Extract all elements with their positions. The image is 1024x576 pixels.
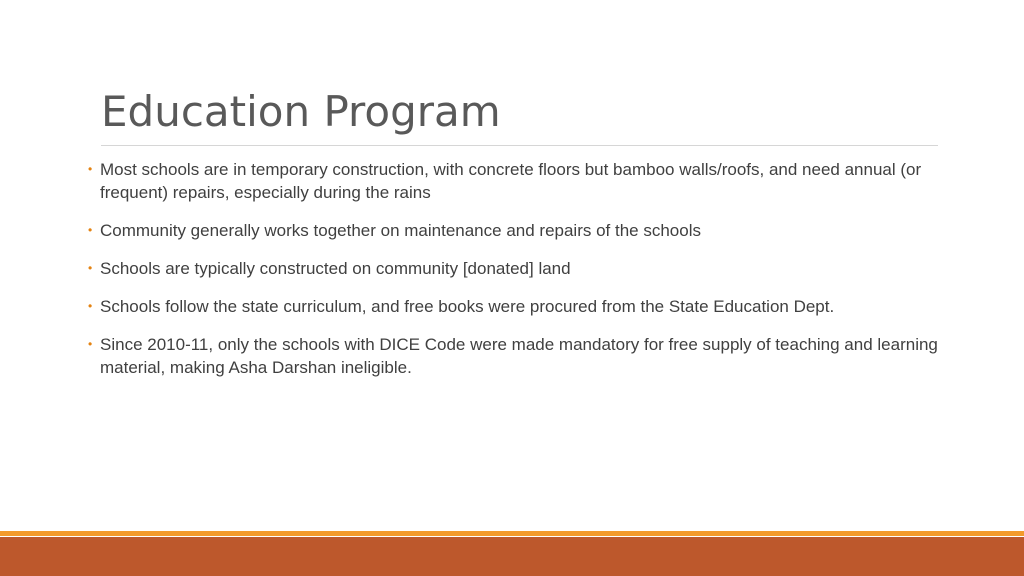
bullet-dot-icon: • xyxy=(88,162,93,176)
bullet-list xyxy=(88,158,938,394)
bullet-dot-icon: • xyxy=(88,337,93,351)
bullet-item xyxy=(88,158,938,204)
bullet-dot-icon: • xyxy=(88,299,93,313)
bullet-text: Since 2010-11, only the schools with DICE Code were made mandatory for free supply of teaching and learning material, making Asha Darshan ineligible. xyxy=(100,335,938,377)
bullet-text: Community generally works together on maintenance and repairs of the schools xyxy=(100,221,701,240)
slide-title: Education Program xyxy=(101,87,501,136)
footer-accent-stripe xyxy=(0,531,1024,536)
bullet-item xyxy=(88,257,938,280)
bullet-text: Schools are typically constructed on community [donated] land xyxy=(100,259,571,278)
bullet-item xyxy=(88,219,938,242)
bullet-item xyxy=(88,295,938,318)
bullet-item xyxy=(88,333,938,379)
bullet-dot-icon: • xyxy=(88,223,93,237)
bullet-dot-icon: • xyxy=(88,261,93,275)
bullet-text: Most schools are in temporary construction, with concrete floors but bamboo walls/roofs, and need annual (or frequent) repairs, especially during the rains xyxy=(100,160,922,202)
bullet-text: Schools follow the state curriculum, and free books were procured from the State Education Dept. xyxy=(100,297,835,316)
title-divider xyxy=(101,145,938,146)
footer-bar xyxy=(0,537,1024,576)
